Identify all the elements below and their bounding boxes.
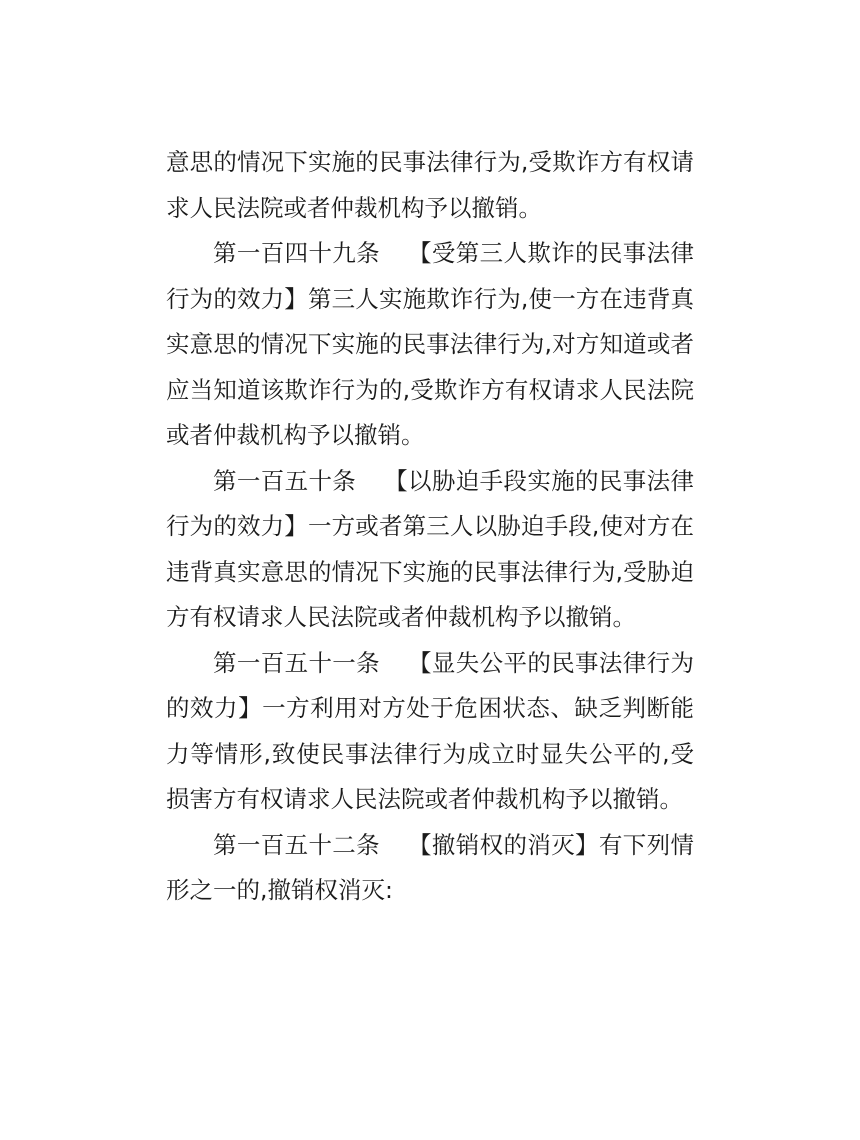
article-number: 第一百五十二条 — [213, 830, 381, 859]
article-heading: 【撤销权的消灭】 — [408, 830, 599, 859]
article-number: 第一百四十九条 — [213, 239, 381, 267]
article-149 — [166, 231, 694, 459]
article-number: 第一百五十条 — [213, 466, 357, 495]
article-body: 一方利用对方处于危困状态、缺乏判断能力等情形,致使民事法律行为成立时显失公平的,受损害方有权请求人民法院或者仲裁机构予以撤销。 — [166, 694, 695, 813]
article-152 — [166, 823, 694, 914]
article-number: 第一百五十一条 — [213, 648, 381, 677]
article-heading: 【以胁迫手段实施的民事法律行为的效力】 — [166, 466, 695, 540]
document-body — [166, 140, 694, 914]
paragraph-continuation — [166, 140, 694, 231]
article-heading: 【显失公平的民事法律行为的效力】 — [166, 648, 695, 722]
article-body: 第三人实施欺诈行为,使一方在违背真实意思的情况下实施的民事法律行为,对方知道或者应当知道该欺诈行为的,受欺诈方有权请求人民法院或者仲裁机构予以撤销。 — [166, 284, 694, 449]
article-body: 有下列情形之一的,撤销权消灭: — [166, 830, 695, 904]
paragraph-body: 意思的情况下实施的民事法律行为,受欺诈方有权请求人民法院或者仲裁机构予以撤销。 — [166, 148, 694, 222]
article-151 — [166, 641, 694, 823]
article-150 — [166, 459, 694, 641]
article-body: 一方或者第三人以胁迫手段,使对方在违背真实意思的情况下实施的民事法律行为,受胁迫方有权请求人民法院或者仲裁机构予以撤销。 — [166, 512, 694, 631]
article-heading: 【受第三人欺诈的民事法律行为的效力】 — [166, 239, 695, 313]
